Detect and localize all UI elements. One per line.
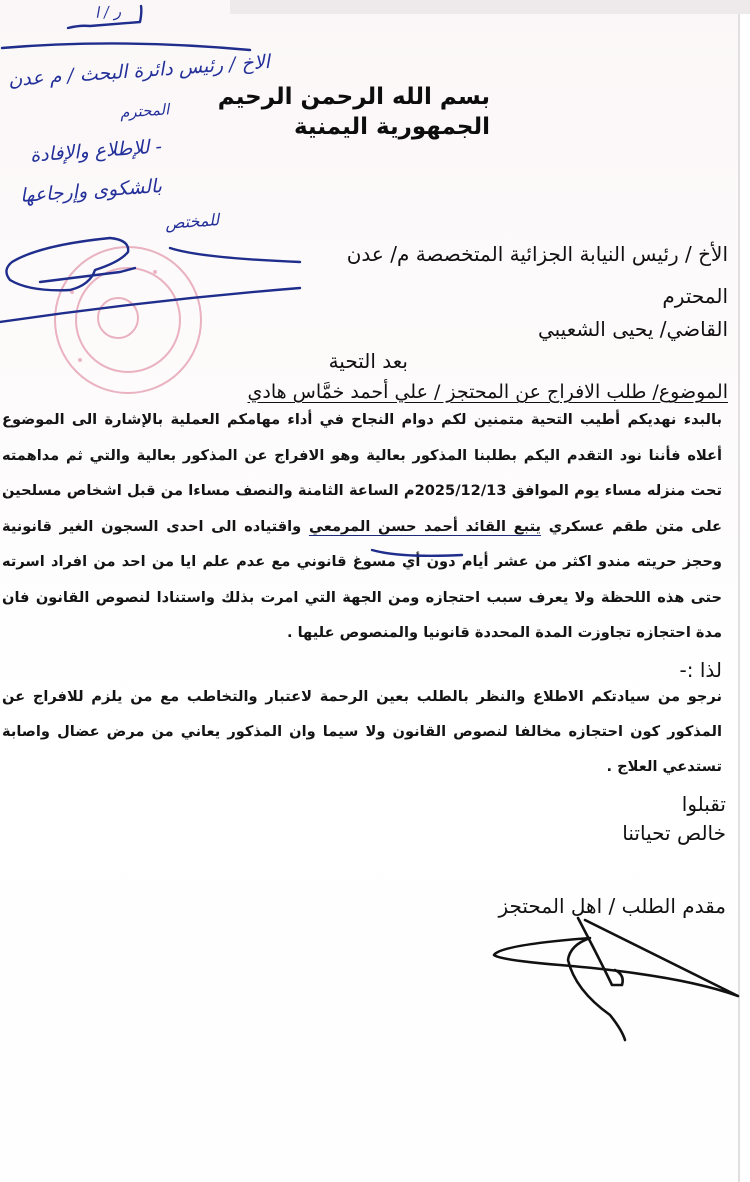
honorific: المحترم [662, 284, 728, 308]
recipient-line: الأخ / رئيس النيابة الجزائية المتخصصة م/ عدن [346, 242, 728, 266]
scan-edge [230, 0, 750, 14]
closing-regards: خالص تحياتنا [622, 821, 726, 845]
handwritten-note-line-1: الاخ / رئيس دائرة البحث / م عدن [7, 50, 271, 92]
handwritten-note-line-4: بالشكوى وإرجاعها [19, 175, 163, 207]
handwritten-note-line-5: للمختص [164, 210, 220, 233]
handwritten-note-line-3: - للإطلاع والإفادة [29, 135, 163, 167]
body-text-part-b: واقتياده الى احدى السجون الغير قانونية وحجز حريته مندو اكثر من عشر أيام دون أي مسوغ قانوني مع عدم علم ايا من احد من افراد اسرته حتى هذه اللحظة ولا يعرف سبب احتجازه ومن الجهة التي امرت بذلك واستنادا لنصوص القانون فان مدة احتجازه تجاوزت المدة المحددة قانونيا والمنصوص عليها . [2, 517, 722, 641]
body-text-part-a: بالبدء نهديكم أطيب التحية متمنين لكم دوام النجاح في أداء مهامكم العملية بالإشارة الى الموضوع أعلاه فأننا نود التقدم اليكم بطلبنا المذكور بعالية وهو الافراج عن المذكور بعالية والتي ثم مداهمته تحت منزله مساء يوم الموافق 2025/12/13م الساعة الثامنة والنصف مساءا من قبل اشخاص مسلحين على متن طقم عسكري [2, 411, 723, 535]
body-paragraph-2: نرجو من سيادتكم الاطلاع والنظر بالطلب بعين الرحمة لاعتبار والتخاطب مع من يلزم للافراج عن المذكور كون احتجازه مخالفا لنصوص القانون ولا سيما وان المذكور يعاني من مرض عضال واصابة تستدعي العلاج . [2, 688, 722, 775]
therefore-heading: لذا :- [679, 658, 722, 682]
country-header: الجمهورية اليمنية [293, 114, 490, 140]
greeting: بعد التحية [328, 349, 408, 373]
underlined-commander-name: يتبع القائد أحمد حسن المرمعي [308, 517, 542, 535]
handwritten-note-top: ر / ا [94, 2, 122, 22]
subject-line: الموضوع/ طلب الافراج عن المحتجز / علي أحمد خمَّاس هادي [247, 381, 728, 403]
basmala: بسم الله الرحمن الرحيم [217, 84, 490, 110]
applicant-line: مقدم الطلب / اهل المحتجز [498, 894, 726, 918]
body-paragraph-1 [2, 402, 722, 651]
judge-line: القاضي/ يحيى الشعيبي [537, 317, 728, 341]
closing-accept: تقبلوا [681, 792, 726, 816]
handwritten-note-line-2: المحترم [119, 100, 170, 122]
